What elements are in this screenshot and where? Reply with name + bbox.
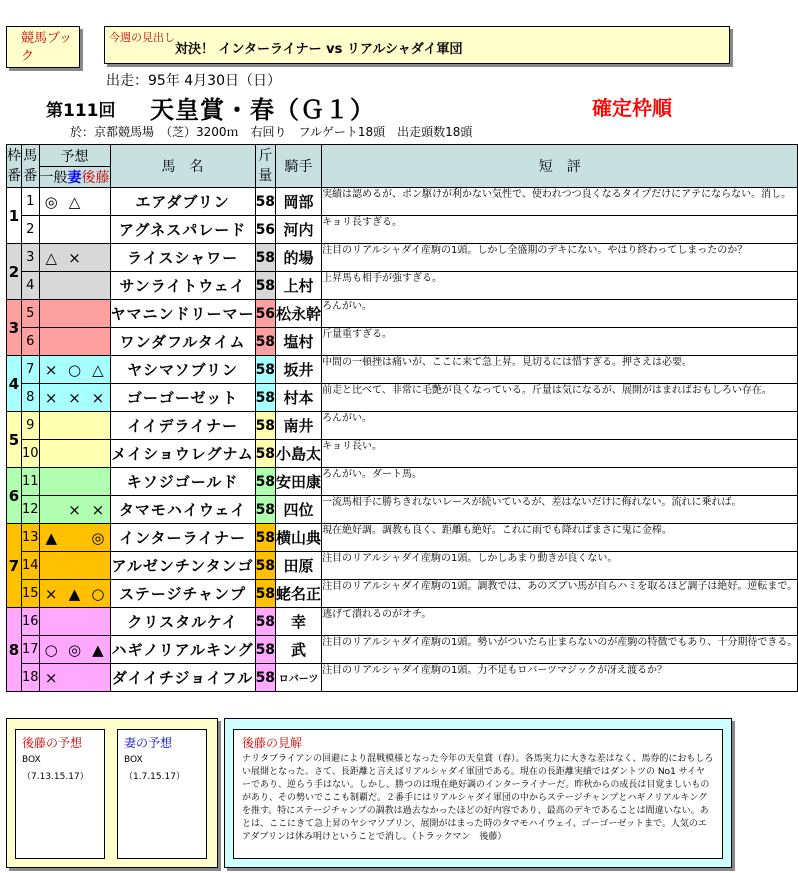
- prediction-goto: ▲: [92, 640, 104, 659]
- comment-cell: キョリ長すぎる。: [322, 216, 798, 244]
- view-panel: [224, 718, 732, 868]
- comment-cell: 実績は認めるが、ポン駆けが利かない気性で、使われつつ良くなるタイプだけにアテにならない。消し。: [322, 188, 798, 216]
- jockey-cell: 河内: [276, 216, 322, 244]
- jockey-cell: 安田康: [276, 468, 322, 496]
- prediction-tsuma: [63, 669, 86, 687]
- prediction-goto: ×: [91, 500, 105, 519]
- view-body: ナリタブライアンの回避により混戦模様となった今年の天皇賞（春）。各馬実力に大きな差はなく、馬券的におもしろい展開となった。さて、長距離と言えばリアルシャダイ軍団である。現在の長距離実績ではダントツの No1 サイヤーであり、逆らう手はない。しかし、勝つのは現在絶好調のインターライナーだ。昨秋からの成長は目覚ましいものがあり、その勢いでここも制覇だ。２番手にはリアルシャダイ軍団の中からステージチャンプとハギノリアルキングを推す。特にステージチャンプの調教は過去なかったほどの好内容であり、最高のデキであることは間違いない。あとは、ここにきて急上昇のヤシマソブリン、展開がはまった時のタマモハイウェイ、ゴーゴーゼットまで。人気のエアダブリンは休み明けということで消し。（トラックマン 後藤）: [242, 754, 714, 842]
- prediction-ippan: △: [45, 248, 57, 267]
- predictions-panel: [6, 718, 218, 868]
- weight-cell: 58: [255, 636, 275, 664]
- header-goto: 後藤: [81, 170, 110, 186]
- horse-name: キソジゴールド: [110, 468, 255, 496]
- horse-name: メイショウレグナム: [110, 440, 255, 468]
- header-kin: 斤量: [255, 145, 275, 188]
- prediction-goto: [86, 669, 109, 687]
- prediction-tsuma: ×: [68, 388, 81, 407]
- jockey-cell: 塩村: [276, 328, 322, 356]
- race-info: 於：京都競馬場 （芝）3200ｍ 右回り フルゲート18頭 出走頭数18頭: [70, 125, 473, 139]
- jockey-cell: 村本: [276, 384, 322, 412]
- uma-cell: 9: [22, 412, 40, 440]
- prediction-cell: [39, 524, 110, 552]
- weight-cell: 56: [255, 300, 275, 328]
- horse-name: ステージチャンプ: [110, 580, 255, 608]
- comment-cell: キョリ長い。: [322, 440, 798, 468]
- horse-name: ハギノリアルキング: [110, 636, 255, 664]
- horse-name: アグネスパレード: [110, 216, 255, 244]
- weight-cell: 58: [255, 328, 275, 356]
- uma-cell: 10: [22, 440, 40, 468]
- table-row: [7, 188, 798, 216]
- header-name: 馬 名: [110, 145, 255, 188]
- headline-box: [104, 26, 730, 64]
- prediction-goto: ○: [91, 584, 105, 603]
- horse-name: ダイイチジョイフル: [110, 664, 255, 692]
- waku-cell: 5: [7, 412, 22, 468]
- prediction-tsuma: ▲: [68, 584, 81, 603]
- uma-cell: 15: [22, 580, 40, 608]
- prediction-ippan: ×: [44, 584, 58, 603]
- uma-cell: 14: [22, 552, 40, 580]
- header-yoso: 予想: [39, 145, 110, 167]
- entry-table: [6, 144, 798, 692]
- jockey-cell: 田原: [276, 552, 322, 580]
- prediction-cell: [39, 608, 110, 636]
- jockey-cell: 坂井: [276, 356, 322, 384]
- horse-name: タマモハイウェイ: [110, 496, 255, 524]
- weight-cell: 58: [255, 440, 275, 468]
- goto-pick-box: [15, 729, 105, 859]
- header-comment: 短 評: [322, 145, 798, 188]
- tsuma-pick-box: [117, 729, 207, 859]
- prediction-cell: [39, 384, 110, 412]
- status-label: 確定枠順: [592, 96, 672, 120]
- comment-cell: 斤量重すぎる。: [322, 328, 798, 356]
- prediction-tsuma: [63, 529, 86, 547]
- goto-pick-line2: （7.13.15.17）: [22, 772, 89, 782]
- prediction-tsuma: ×: [68, 500, 81, 519]
- prediction-cell: [39, 272, 110, 300]
- waku-cell: 1: [7, 188, 22, 244]
- uma-cell: 11: [22, 468, 40, 496]
- header-tsuma: 妻: [67, 170, 82, 186]
- table-row: [7, 440, 798, 468]
- prediction-ippan: ×: [44, 360, 58, 379]
- prediction-cell: [39, 580, 110, 608]
- header-uma: 馬番: [22, 145, 40, 188]
- prediction-ippan: ○: [44, 640, 58, 659]
- comment-cell: 前走と比べて、非常に毛艶が良くなっている。斤量は気になるが、展開がはまればおもしろい存在。: [322, 384, 798, 412]
- uma-cell: 6: [22, 328, 40, 356]
- weight-cell: 58: [255, 272, 275, 300]
- table-row: [7, 356, 798, 384]
- view-title: 後藤の見解: [242, 736, 303, 750]
- table-row: [7, 664, 798, 692]
- waku-cell: 4: [7, 356, 22, 412]
- table-row: [7, 496, 798, 524]
- weight-cell: 58: [255, 244, 275, 272]
- horse-name: インターライナー: [110, 524, 255, 552]
- comment-cell: 一流馬相手に勝ちきれないレースが続いているが、差はないだけに侮れない。流れに乗れば。: [322, 496, 798, 524]
- prediction-cell: [39, 664, 110, 692]
- prediction-ippan: [40, 501, 63, 519]
- comment-cell: 注目のリアルシャダイ産駒の1頭。力不足もロバーツマジックが冴え渡るか？: [322, 664, 798, 692]
- prediction-goto: ◎: [91, 528, 105, 547]
- entry-rows: [7, 188, 798, 692]
- weight-cell: 58: [255, 664, 275, 692]
- prediction-ippan: ×: [44, 388, 58, 407]
- table-row: [7, 412, 798, 440]
- uma-cell: 5: [22, 300, 40, 328]
- race-date: 出走：95年 4月30日（日）: [106, 73, 281, 89]
- header-waku: 枠番: [7, 145, 22, 188]
- table-row: [7, 216, 798, 244]
- uma-cell: 16: [22, 608, 40, 636]
- weight-cell: 58: [255, 412, 275, 440]
- waku-cell: 6: [7, 468, 22, 524]
- goto-pick-line1: BOX: [22, 755, 41, 765]
- prediction-ippan: ◎: [44, 192, 58, 211]
- weight-cell: 58: [255, 384, 275, 412]
- uma-cell: 7: [22, 356, 40, 384]
- table-row: [7, 300, 798, 328]
- waku-cell: 7: [7, 524, 22, 608]
- jockey-cell: 松永幹: [276, 300, 322, 328]
- prediction-cell: [39, 552, 110, 580]
- prediction-cell: [39, 496, 110, 524]
- waku-cell: 3: [7, 300, 22, 356]
- table-row: [7, 636, 798, 664]
- prediction-cell: [39, 244, 110, 272]
- tsuma-pick-title: 妻の予想: [124, 736, 173, 750]
- jockey-cell: ロバーツ: [276, 664, 322, 692]
- jockey-cell: 横山典: [276, 524, 322, 552]
- race-number: 第111回: [46, 101, 116, 121]
- uma-cell: 13: [22, 524, 40, 552]
- table-row: [7, 272, 798, 300]
- uma-cell: 17: [22, 636, 40, 664]
- header-jockey: 騎手: [276, 145, 322, 188]
- table-row: [7, 244, 798, 272]
- comment-cell: 逃げて潰れるのがオチ。: [322, 608, 798, 636]
- jockey-cell: 岡部: [276, 188, 322, 216]
- header-ippan: 一般: [39, 170, 68, 186]
- comment-cell: ろんがい。: [322, 412, 798, 440]
- jockey-cell: 武: [276, 636, 322, 664]
- prediction-ippan: ×: [44, 668, 58, 687]
- comment-cell: 注目のリアルシャダイ産駒の1頭。勢いがついたら止まらないのが産駒の特徴でもあり、十分期待できる。: [322, 636, 798, 664]
- horse-name: ヤシマソブリン: [110, 356, 255, 384]
- prediction-tsuma: ◎: [67, 640, 82, 659]
- table-row: [7, 328, 798, 356]
- horse-name: クリスタルケイ: [110, 608, 255, 636]
- weight-cell: 58: [255, 524, 275, 552]
- logo: 競馬ブック: [6, 26, 80, 68]
- comment-cell: 現在絶好調。調教も良く、距離も絶好。これに雨でも降ればまさに鬼に金棒。: [322, 524, 798, 552]
- comment-cell: 上昇馬も相手が強すぎる。: [322, 272, 798, 300]
- horse-name: ワンダフルタイム: [110, 328, 255, 356]
- prediction-cell: [39, 188, 110, 216]
- waku-cell: 8: [7, 608, 22, 692]
- prediction-cell: [39, 356, 110, 384]
- horse-name: エアダブリン: [110, 188, 255, 216]
- comment-cell: ろんがい。: [322, 300, 798, 328]
- race-name: 天皇賞・春（Ｇ１）: [150, 96, 375, 124]
- tsuma-pick-line1: BOX: [124, 755, 143, 765]
- jockey-cell: 小島太: [276, 440, 322, 468]
- uma-cell: 12: [22, 496, 40, 524]
- prediction-ippan: ▲: [45, 528, 57, 547]
- prediction-cell: [39, 412, 110, 440]
- prediction-goto: △: [92, 360, 104, 379]
- weight-cell: 58: [255, 608, 275, 636]
- jockey-cell: 南井: [276, 412, 322, 440]
- comment-cell: 中間の一頓挫は痛いが、ここに来て急上昇。見切るには惜すぎる。押さえは必要。: [322, 356, 798, 384]
- comment-cell: 注目のリアルシャダイ産駒の1頭。しかしあまり動きが良くない。: [322, 552, 798, 580]
- table-row: [7, 384, 798, 412]
- horse-name: ライスシャワー: [110, 244, 255, 272]
- table-row: [7, 552, 798, 580]
- prediction-goto: [86, 193, 109, 211]
- table-row: [7, 608, 798, 636]
- weight-cell: 56: [255, 216, 275, 244]
- uma-cell: 18: [22, 664, 40, 692]
- prediction-cell: [39, 468, 110, 496]
- jockey-cell: 蛯名正: [276, 580, 322, 608]
- prediction-cell: [39, 328, 110, 356]
- horse-name: サンライトウェイ: [110, 272, 255, 300]
- comment-cell: ろんがい。ダート馬。: [322, 468, 798, 496]
- prediction-cell: [39, 300, 110, 328]
- jockey-cell: 幸: [276, 608, 322, 636]
- prediction-cell: [39, 216, 110, 244]
- prediction-tsuma: ○: [67, 360, 82, 379]
- jockey-cell: 上村: [276, 272, 322, 300]
- prediction-goto: ×: [91, 388, 105, 407]
- headline-text: 対決！ インターライナー vs リアルシャダイ軍団: [175, 42, 463, 57]
- uma-cell: 4: [22, 272, 40, 300]
- jockey-cell: 的場: [276, 244, 322, 272]
- horse-name: ヤマニンドリーマー: [110, 300, 255, 328]
- uma-cell: 2: [22, 216, 40, 244]
- weight-cell: 58: [255, 356, 275, 384]
- headline-tag: 今週の見出し: [109, 31, 175, 44]
- view-box: [233, 729, 723, 859]
- prediction-tsuma: △: [68, 192, 81, 211]
- weight-cell: 58: [255, 496, 275, 524]
- comment-cell: 注目のリアルシャダイ産駒の1頭。しかし全盛期のデキにない。やはり終わってしまったのか？: [322, 244, 798, 272]
- weight-cell: 58: [255, 580, 275, 608]
- prediction-cell: [39, 440, 110, 468]
- table-row: [7, 468, 798, 496]
- weight-cell: 58: [255, 552, 275, 580]
- table-row: [7, 524, 798, 552]
- uma-cell: 8: [22, 384, 40, 412]
- uma-cell: 3: [22, 244, 40, 272]
- jockey-cell: 四位: [276, 496, 322, 524]
- horse-name: アルゼンチンタンゴ: [110, 552, 255, 580]
- header-yoso-sub: [39, 167, 110, 188]
- prediction-goto: [86, 249, 109, 267]
- prediction-tsuma: ×: [68, 248, 81, 267]
- comment-cell: 注目のリアルシャダイ産駒の1頭。調教では、あのズブい馬が自らハミを取るほど調子は絶好。逆転まで。: [322, 580, 798, 608]
- prediction-cell: [39, 636, 110, 664]
- horse-name: ゴーゴーゼット: [110, 384, 255, 412]
- tsuma-pick-line2: （1.7.15.17）: [124, 772, 185, 782]
- uma-cell: 1: [22, 188, 40, 216]
- goto-pick-title: 後藤の予想: [22, 736, 83, 750]
- weight-cell: 58: [255, 468, 275, 496]
- horse-name: イイデライナー: [110, 412, 255, 440]
- table-row: [7, 580, 798, 608]
- weight-cell: 58: [255, 188, 275, 216]
- waku-cell: 2: [7, 244, 22, 300]
